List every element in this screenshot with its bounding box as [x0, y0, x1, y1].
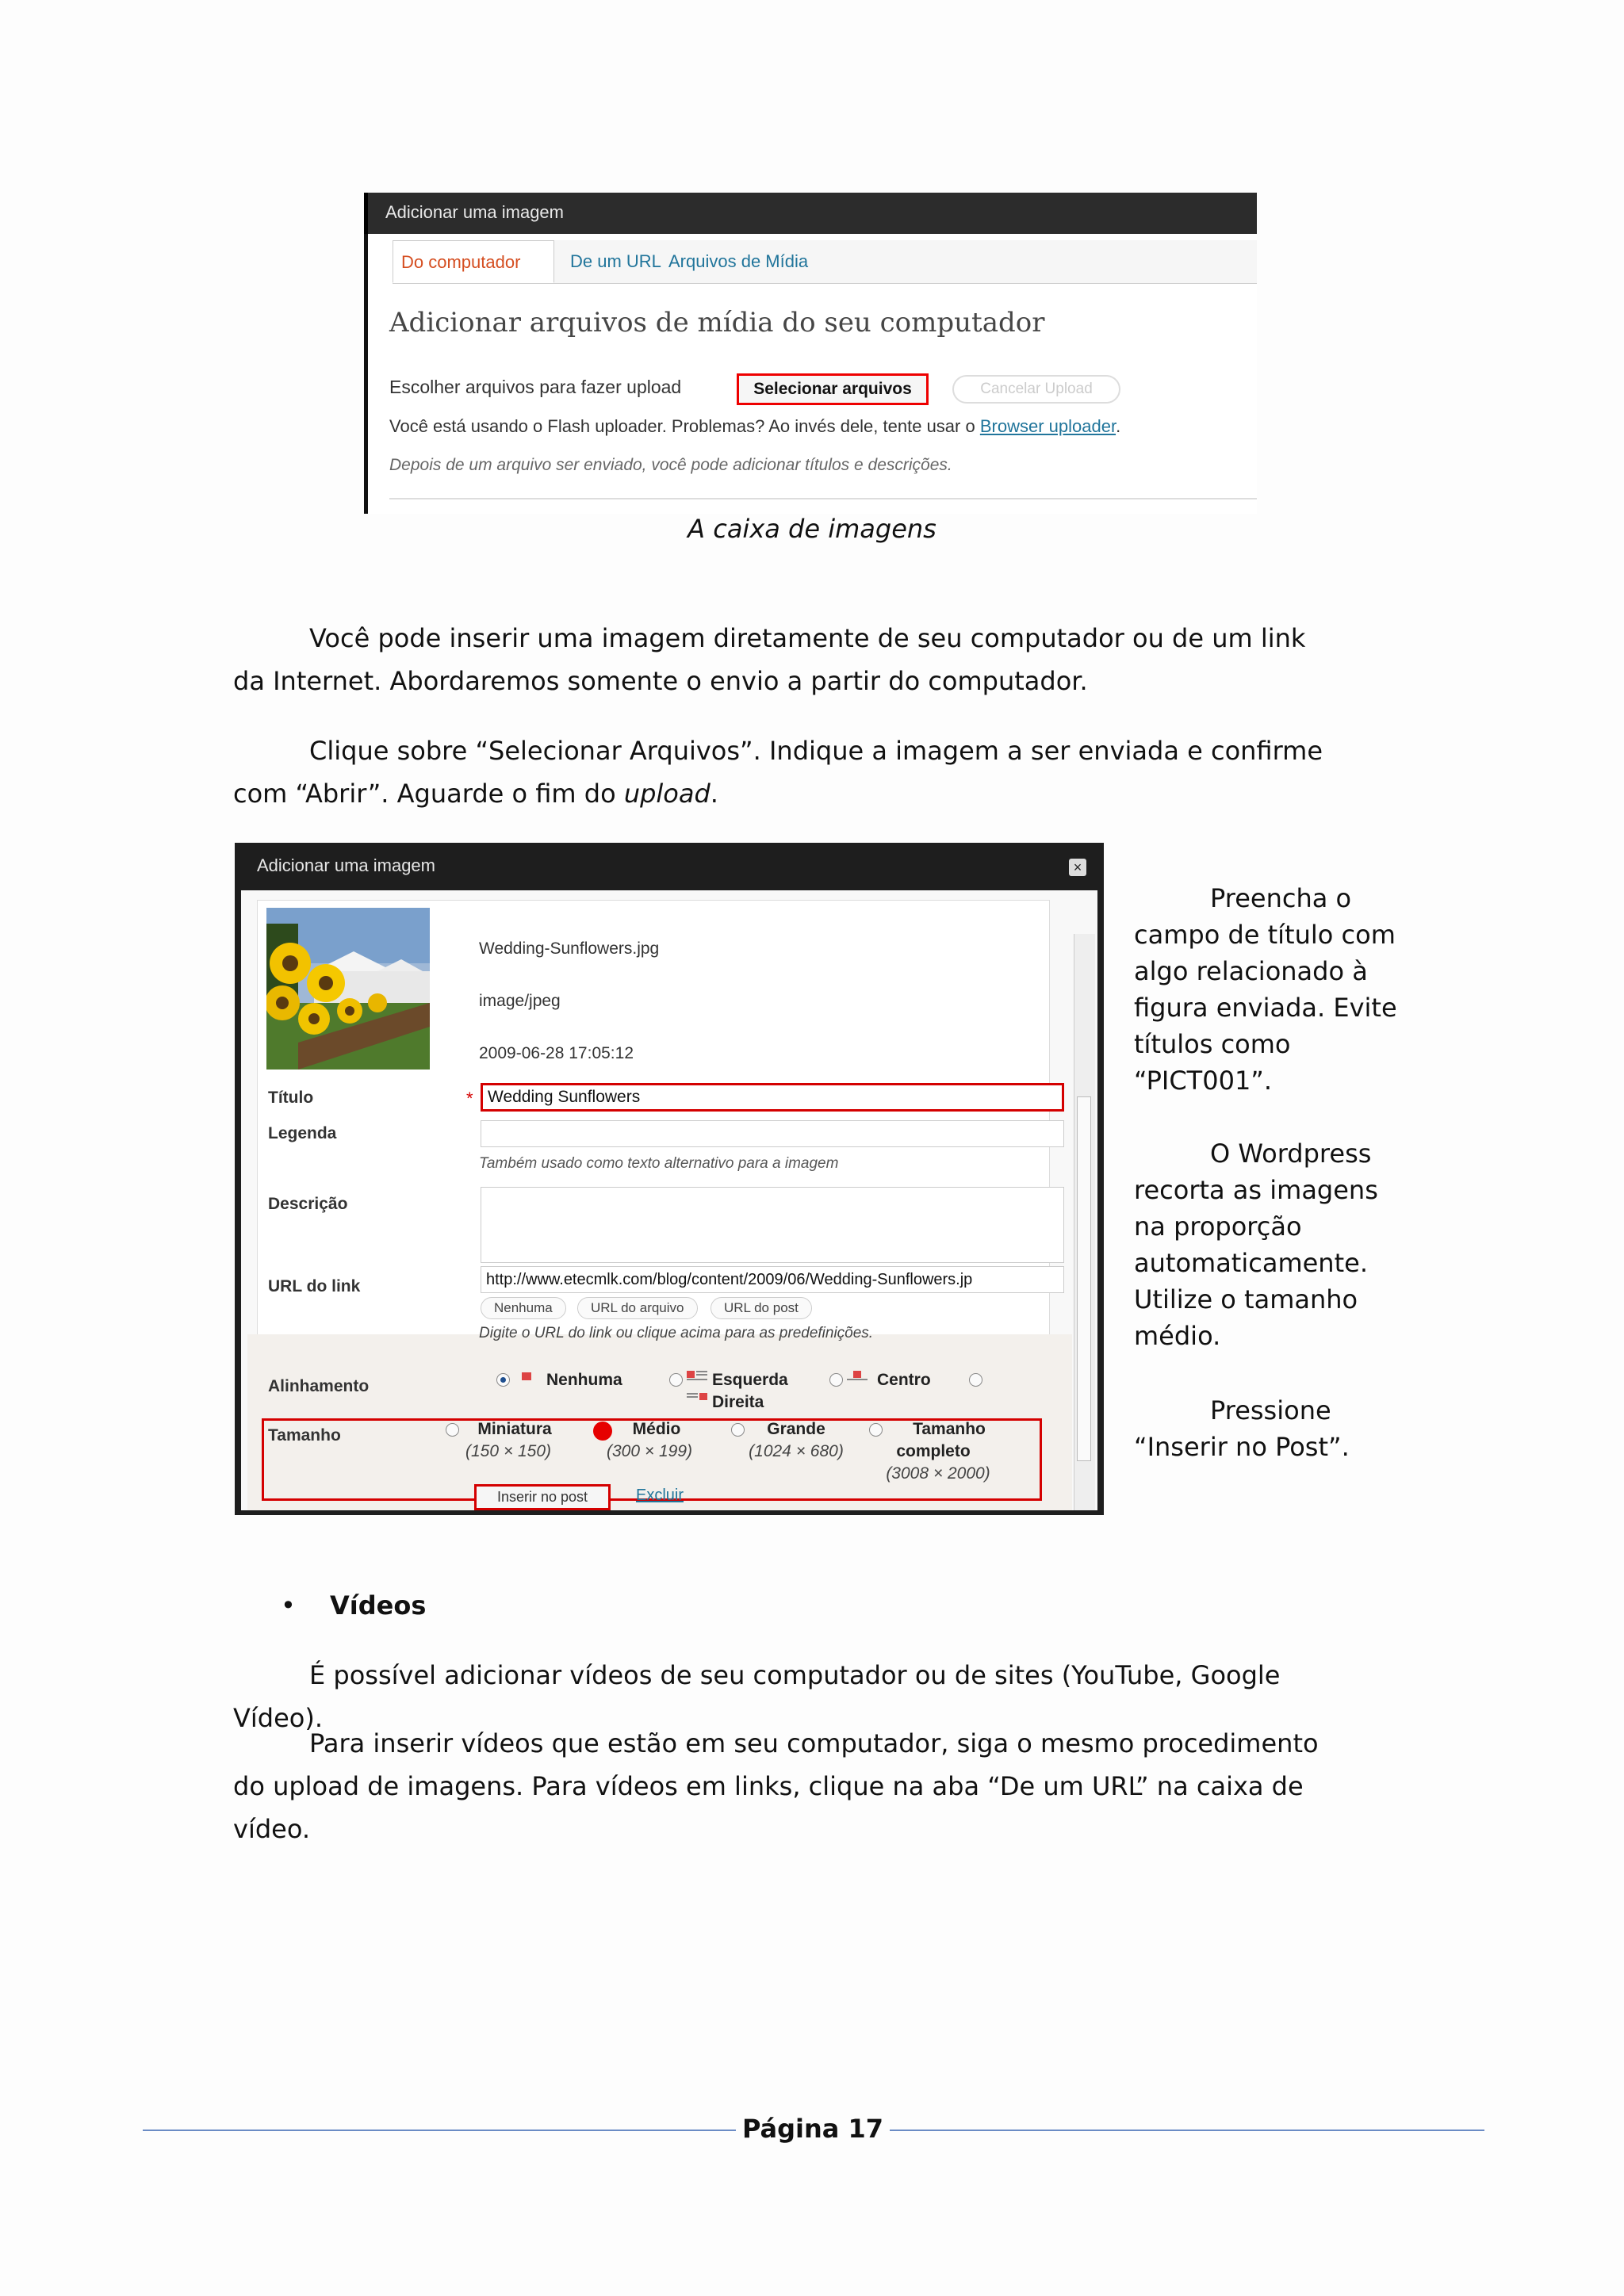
dialog-titlebar — [364, 193, 1257, 234]
alignment-label: Alinhamento — [268, 1377, 370, 1395]
dialog-edge — [364, 234, 368, 514]
close-icon[interactable]: × — [1069, 859, 1086, 876]
source-tabs — [393, 240, 1257, 284]
size-medium-dim: (300 × 199) — [607, 1442, 692, 1460]
image-upload-dialog-screenshot — [364, 193, 1257, 514]
dialog-title: Adicionar uma imagem — [257, 855, 435, 875]
figure-caption: A caixa de imagens — [688, 514, 936, 544]
insert-into-post-button[interactable]: Inserir no post — [474, 1484, 611, 1510]
after-upload-hint: Depois de um arquivo ser enviado, você pode adicionar títulos e descrições. — [389, 456, 952, 474]
sunflower-thumbnail — [266, 908, 430, 1070]
required-marker: * — [466, 1089, 473, 1108]
size-full-label-2: completo — [896, 1442, 971, 1460]
align-none-icon — [520, 1371, 541, 1383]
image-details-dialog-screenshot — [235, 843, 1104, 1515]
upload-date: 2009-06-28 17:05:12 — [479, 1044, 634, 1062]
para2-text: Clique sobre “Selecionar Arquivos”. Indique a imagem a ser enviada e confirme com “Abrir”. Aguarde o fim do — [233, 736, 1323, 809]
scrollbar-thumb[interactable] — [1077, 1096, 1091, 1461]
size-medium-radio[interactable] — [593, 1422, 612, 1441]
align-left-radio[interactable] — [669, 1373, 683, 1387]
side-note-insert: Pressione “Inserir no Post”. — [1134, 1395, 1350, 1462]
caption-field[interactable] — [481, 1120, 1064, 1147]
size-label: Tamanho — [268, 1426, 341, 1445]
cancel-upload-button[interactable]: Cancelar Upload — [952, 375, 1120, 404]
divider — [389, 498, 1257, 499]
caption-label: Legenda — [268, 1124, 337, 1142]
size-large-label: Grande — [767, 1420, 825, 1438]
dialog-titlebar — [235, 843, 1104, 890]
url-post-button[interactable]: URL do post — [710, 1297, 812, 1319]
footer-rule-right — [890, 2130, 1484, 2131]
section-title: Vídeos — [330, 1590, 427, 1621]
footer-rule-left — [143, 2130, 736, 2131]
delete-link[interactable]: Excluir — [636, 1487, 684, 1504]
dialog-title: Adicionar uma imagem — [385, 202, 564, 222]
url-help: Digite o URL do link ou clique acima para as predefinições. — [479, 1325, 874, 1341]
paragraph-videos: É possível adicionar vídeos de seu computador ou de sites (YouTube, Google Vídeo). — [233, 1660, 1281, 1733]
size-large-dim: (1024 × 680) — [749, 1442, 844, 1460]
align-none-radio[interactable] — [496, 1373, 510, 1387]
tab-do-computador[interactable]: Do computador — [393, 240, 554, 283]
file-name: Wedding-Sunflowers.jpg — [479, 939, 660, 958]
title-field[interactable]: Wedding Sunflowers — [481, 1083, 1064, 1112]
size-full-label: Tamanho — [913, 1420, 986, 1438]
para2-end: . — [710, 779, 718, 809]
align-right-radio[interactable] — [969, 1373, 982, 1387]
side-note-crop: O Wordpress recorta as imagens na proporção automaticamente. Utilize o tamanho médio. — [1134, 1138, 1378, 1351]
size-full-radio[interactable] — [869, 1423, 883, 1437]
notice-period: . — [1116, 416, 1121, 436]
title-label: Título — [268, 1089, 314, 1107]
size-thumbnail-label: Miniatura — [477, 1420, 552, 1438]
bullet: • — [281, 1590, 296, 1621]
tab-arquivos-de-midia[interactable]: Arquivos de Mídia — [668, 251, 809, 271]
url-file-button[interactable]: URL do arquivo — [577, 1297, 698, 1319]
size-full-dim: (3008 × 2000) — [886, 1464, 990, 1483]
flash-uploader-notice — [389, 416, 1120, 437]
size-large-radio[interactable] — [731, 1423, 745, 1437]
select-files-button[interactable]: Selecionar arquivos — [737, 373, 929, 405]
align-left-icon — [687, 1369, 707, 1382]
description-field[interactable] — [481, 1187, 1064, 1263]
description-label: Descrição — [268, 1195, 348, 1213]
align-right-label: Direita — [712, 1393, 764, 1411]
link-url-label: URL do link — [268, 1277, 361, 1295]
align-none-label: Nenhuma — [546, 1371, 622, 1389]
paragraph-video-upload: Para inserir vídeos que estão em seu computador, siga o mesmo procedimento do upload de imagens. Para vídeos em links, clique na aba “De um URL” na caixa de vídeo. — [233, 1728, 1319, 1844]
page-number: Página 17 — [741, 2114, 884, 2144]
caption-help: Também usado como texto alternativo para a imagem — [479, 1155, 839, 1172]
para2-emphasis: upload — [623, 779, 710, 809]
flash-notice-text: Você está usando o Flash uploader. Problemas? Ao invés dele, tente usar o — [389, 416, 975, 436]
align-center-radio[interactable] — [829, 1373, 843, 1387]
align-left-label: Esquerda — [712, 1371, 788, 1389]
link-url-field[interactable]: http://www.etecmlk.com/blog/content/2009/06/Wedding-Sunflowers.jp — [481, 1266, 1064, 1293]
size-medium-label: Médio — [632, 1420, 681, 1438]
url-none-button[interactable]: Nenhuma — [481, 1297, 566, 1319]
tab-de-um-url[interactable]: De um URL — [570, 251, 661, 271]
side-note-title: Preencha o campo de título com algo relacionado à figura enviada. Evite títulos como “PICT001”. — [1134, 883, 1397, 1096]
align-center-icon — [847, 1369, 868, 1382]
choose-files-label: Escolher arquivos para fazer upload — [389, 377, 682, 397]
browser-uploader-link[interactable]: Browser uploader — [979, 416, 1116, 436]
dialog-body — [241, 890, 1097, 1510]
paragraph-intro: Você pode inserir uma imagem diretamente de seu computador ou de um link da Internet. Abordaremos somente o envio a partir do computador. — [233, 623, 1306, 696]
upload-heading: Adicionar arquivos de mídia do seu computador — [389, 307, 1045, 339]
paragraph-select-files — [233, 729, 1343, 815]
mime-type: image/jpeg — [479, 992, 561, 1010]
size-thumbnail-radio[interactable] — [446, 1423, 459, 1437]
size-thumbnail-dim: (150 × 150) — [465, 1442, 551, 1460]
align-center-label: Centro — [877, 1371, 931, 1389]
align-right-icon — [687, 1391, 707, 1404]
